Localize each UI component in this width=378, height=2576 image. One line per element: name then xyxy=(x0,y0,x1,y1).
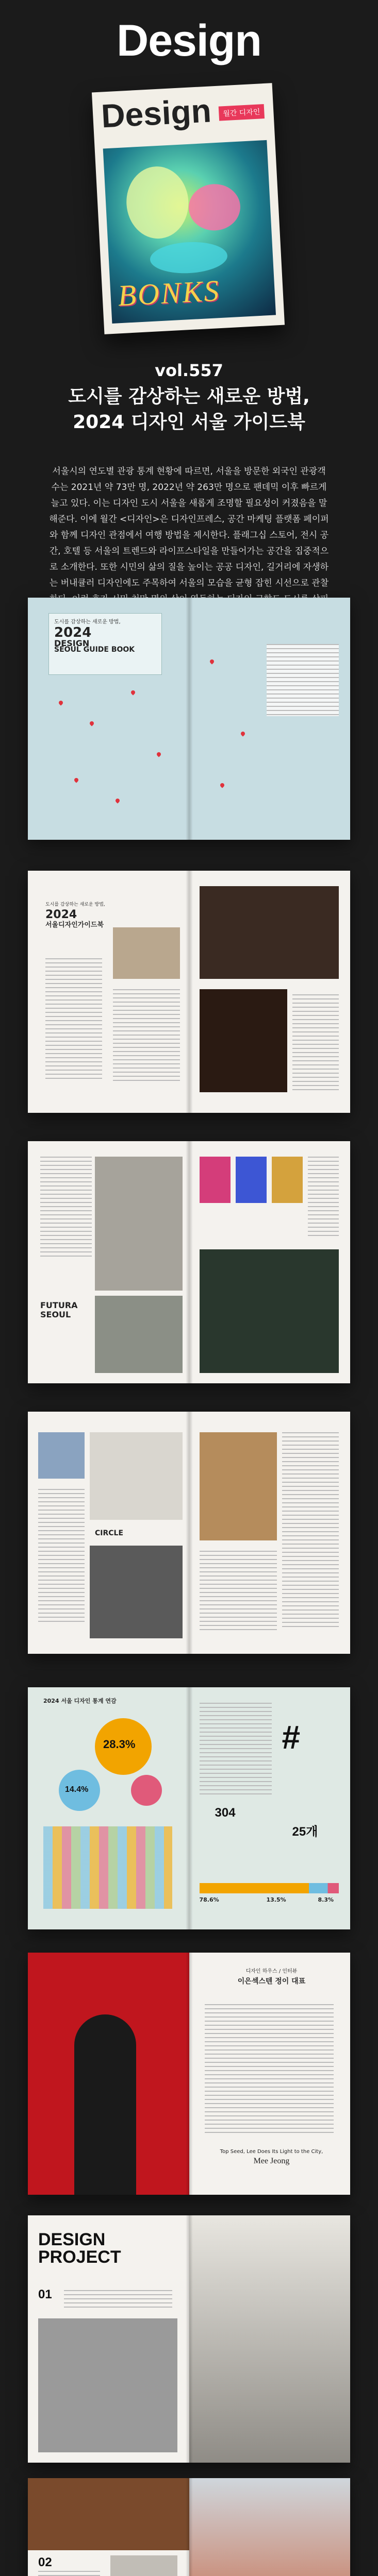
spread-project-2 xyxy=(28,2478,350,2576)
arch-label-1: FUTURA xyxy=(40,1300,78,1310)
spread-project xyxy=(28,2215,350,2463)
spread-interview xyxy=(28,1953,350,2195)
stats-bubble-2-label: 14.4% xyxy=(65,1785,89,1794)
issue-headline xyxy=(0,384,378,435)
spread-stats xyxy=(28,1687,350,1929)
arch-photo-2 xyxy=(95,1296,183,1373)
spread-interview-right xyxy=(189,1953,351,2195)
street-photo-4 xyxy=(200,1432,277,1540)
guide-body-text xyxy=(45,958,102,1082)
gutter xyxy=(186,2478,193,2576)
interview-name: Mee Jeong xyxy=(253,2157,290,2165)
guide-heading: 서울디자인가이드북 xyxy=(45,921,104,929)
issue-description: 서울시의 연도별 관광 통계 현황에 따르면, 서울을 방문한 외국인 관광객 수는 2021년 약 73만 명, 2022년 약 263만 명으로 팬데믹 이후 빠르게 늘고 있다. 이는 디자인 도시 서울을 새롭게 조명할 필요성이 커졌음을 말해준다. 이에 월간 <디자인>은 디자인프레스, 공간 마케팅 플랫폼 페이퍼와 함께 디자인 관점에서 여행 방법을 제시한다. 플래그십 스토어, 전시 공간, 호텔 등 서울의 트렌드와 라이프스타일을 만들어가는 공간을 집중적으로 소개한다. 또한 시민의 삶의 질을 높이는 공공 디자인, 길거리에 자생하는 버내큘러 디자인에도 주목하여 서울의 모습을 균형 잡힌 시선으로 관찰 xyxy=(49,466,329,588)
street-photo-3 xyxy=(90,1546,183,1638)
magazine-cover xyxy=(92,83,285,334)
spread-guide-right xyxy=(189,871,351,1113)
map-brand: DESIGN xyxy=(54,638,90,648)
map-pin xyxy=(209,658,215,664)
stats-title: 2024 서울 디자인 통계 연감 xyxy=(43,1698,117,1704)
project2-photo-2 xyxy=(110,2555,177,2576)
project2-number: 02 xyxy=(38,2555,52,2569)
map-pin xyxy=(219,782,225,788)
guide-photo-3 xyxy=(200,989,287,1092)
project-title-2: PROJECT xyxy=(38,2247,121,2267)
map-pin xyxy=(240,731,245,736)
gutter xyxy=(186,2215,193,2463)
issue-volume: vol.557 xyxy=(155,361,223,380)
headline-line-2: 2024 디자인 서울 가이드북 xyxy=(73,412,305,433)
street-photo-2 xyxy=(90,1432,183,1520)
spread-arch-right xyxy=(189,1141,351,1383)
project-title xyxy=(38,2231,121,2266)
stats-bubble-1-label: 28.3% xyxy=(103,1738,136,1751)
project2-photo-3 xyxy=(189,2478,351,2576)
project-photo xyxy=(38,2318,177,2452)
project-text xyxy=(64,2290,172,2311)
cover-art-text: BONKS xyxy=(117,274,221,313)
project2-text xyxy=(38,2571,100,2576)
interview-title: 이은섹스텐 정이 대표 xyxy=(237,1977,306,1986)
headline-line-1: 도시를 감상하는 새로운 방법, xyxy=(68,386,310,407)
spread-stats-right xyxy=(189,1687,351,1929)
stats-bubble-3 xyxy=(131,1775,162,1806)
guide-year: 2024 xyxy=(45,908,77,921)
spread-arch-left xyxy=(28,1141,189,1383)
map-pin xyxy=(89,720,94,726)
street-photo-1 xyxy=(38,1432,85,1479)
gutter xyxy=(186,598,193,840)
map-year: 2024 xyxy=(54,625,92,640)
project-photo-right xyxy=(189,2215,351,2463)
spread-streets-right xyxy=(189,1412,351,1654)
stats-pct-3: 8.3% xyxy=(318,1896,334,1903)
spread-interview-left xyxy=(28,1953,189,2195)
interview-body xyxy=(205,2004,334,2133)
stats-text xyxy=(200,1703,272,1795)
portrait xyxy=(74,2014,136,2195)
guide-body-text-3 xyxy=(292,994,339,1092)
spread-architecture xyxy=(28,1141,350,1383)
interview-kicker: 디자인 하우스 / 인터뷰 xyxy=(245,1969,298,1974)
gutter xyxy=(186,871,193,1113)
map-pin xyxy=(156,751,161,757)
spread-project-left xyxy=(28,2215,189,2463)
arch-text-right xyxy=(308,1157,339,1239)
map-pin xyxy=(73,777,79,783)
spread-map-right xyxy=(189,598,351,840)
street-text-right xyxy=(282,1432,339,1628)
library-photo xyxy=(28,2478,189,2550)
map-pin xyxy=(130,689,136,695)
arch-photo-3 xyxy=(200,1249,339,1373)
poster-1 xyxy=(200,1157,231,1203)
gutter xyxy=(186,1953,193,2195)
arch-label-2: SEOUL xyxy=(40,1310,71,1319)
street-label: CIRCLE xyxy=(95,1529,124,1537)
guide-title xyxy=(45,902,112,928)
guide-photo-1 xyxy=(113,927,180,979)
stats-pct-2: 13.5% xyxy=(266,1896,286,1903)
guide-small: 도시를 감상하는 새로운 방법, xyxy=(45,902,105,907)
project-title-1: DESIGN xyxy=(38,2230,106,2249)
arch-photo-1 xyxy=(95,1157,183,1291)
arch-label xyxy=(40,1301,78,1319)
poster-2 xyxy=(236,1157,267,1203)
interview-quote: Top Seed, Lee Does Its Light to the City, xyxy=(220,2149,323,2155)
cover-masthead: Design xyxy=(100,92,212,135)
stats-grid xyxy=(43,1826,172,1909)
design-logo: Design xyxy=(117,16,261,65)
spread-project2-left xyxy=(28,2478,189,2576)
stats-value-a: 304 xyxy=(215,1806,236,1820)
map-tag: 도시를 감상하는 새로운 방법, xyxy=(54,619,121,625)
project-number: 01 xyxy=(38,2287,52,2301)
gutter xyxy=(186,1412,193,1654)
street-text xyxy=(38,1489,85,1623)
stats-value-b: 25개 xyxy=(292,1825,318,1839)
map-pin xyxy=(58,700,63,705)
spread-guide xyxy=(28,871,350,1113)
map-main-title: SEOUL GUIDE BOOK xyxy=(54,646,135,654)
spread-project-right xyxy=(189,2215,351,2463)
spread-streets xyxy=(28,1412,350,1654)
map-title-card xyxy=(48,613,162,675)
map-pin xyxy=(114,798,120,803)
spread-guide-left xyxy=(28,871,189,1113)
spread-project2-right xyxy=(189,2478,351,2576)
stats-pct-1: 78.6% xyxy=(199,1896,219,1903)
spread-streets-left xyxy=(28,1412,189,1654)
guide-body-text-2 xyxy=(113,989,180,1082)
guide-photo-2 xyxy=(200,886,339,979)
stats-hash-1: # xyxy=(282,1719,301,1756)
poster-3 xyxy=(272,1157,303,1203)
gutter xyxy=(186,1141,193,1383)
gutter xyxy=(186,1687,193,1929)
spread-map-left xyxy=(28,598,189,840)
spread-stats-left xyxy=(28,1687,189,1929)
street-text-right-2 xyxy=(200,1551,277,1633)
stats-bar xyxy=(200,1883,339,1893)
spread-map xyxy=(28,598,350,840)
map-text-block xyxy=(267,644,339,716)
cover-tag: 월간 디자인 xyxy=(219,104,265,121)
arch-text xyxy=(40,1157,92,1260)
